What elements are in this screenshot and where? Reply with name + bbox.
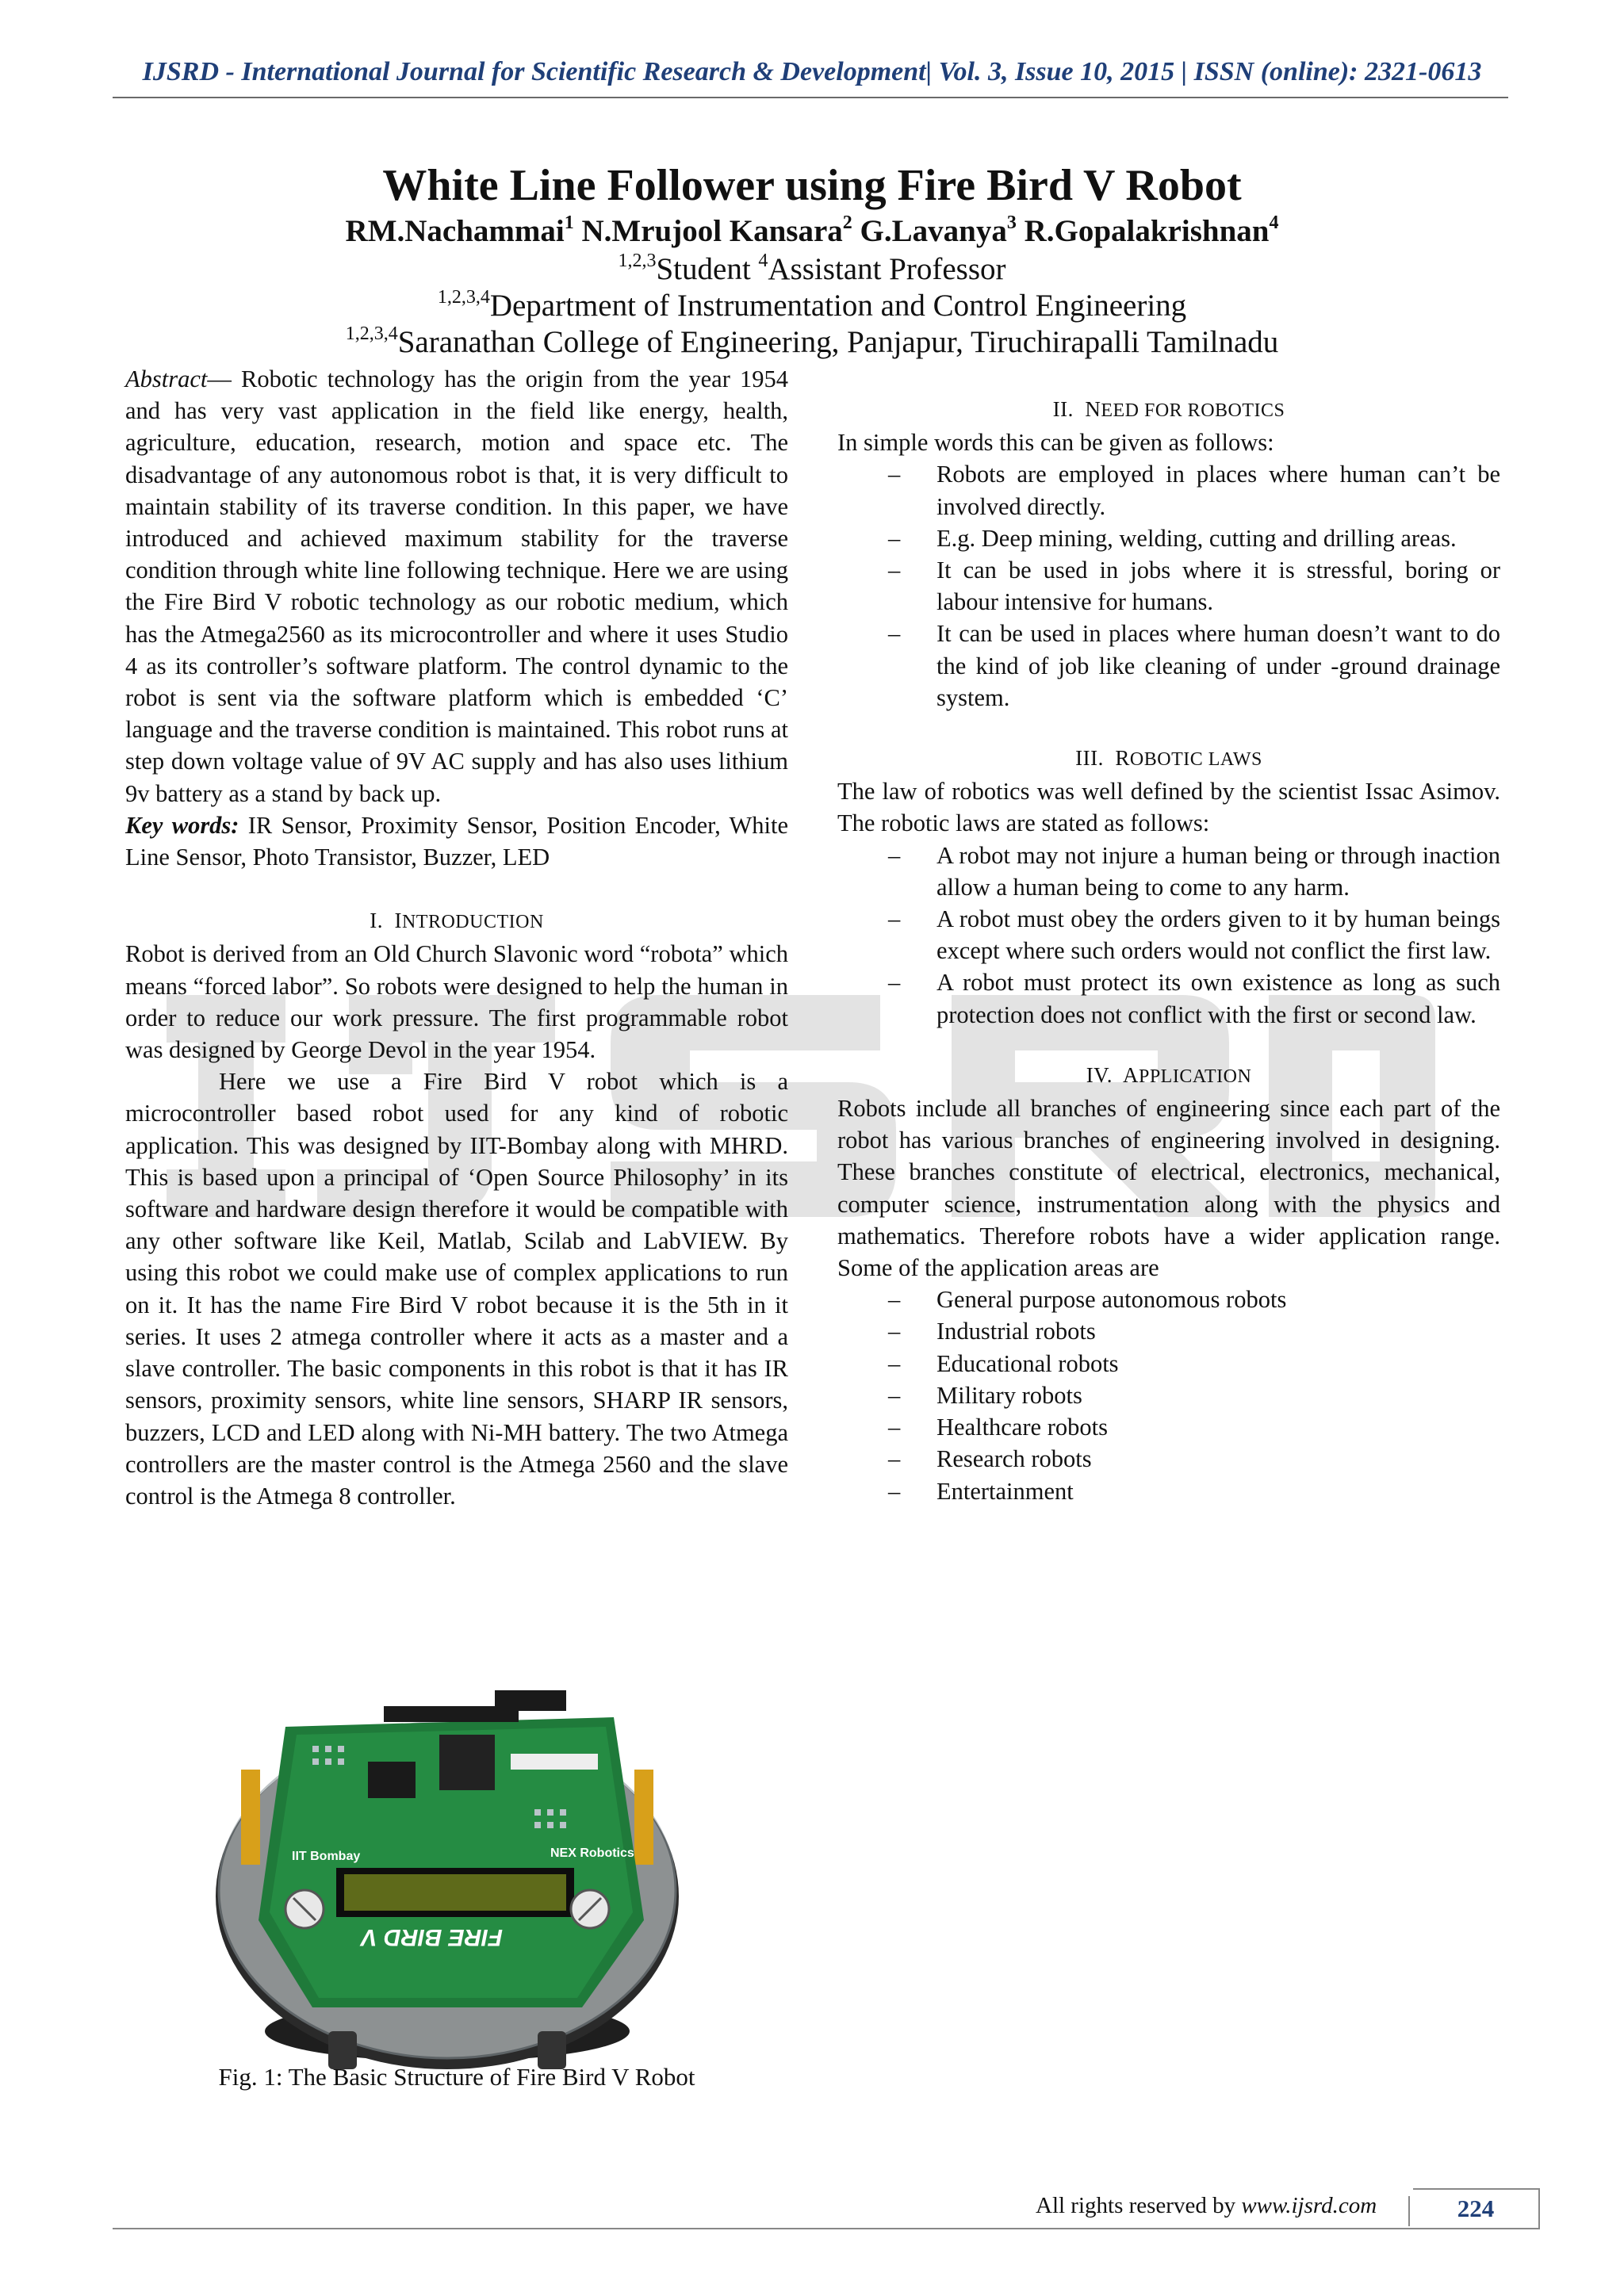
author-sup: 2 xyxy=(842,212,852,233)
author-roles xyxy=(0,251,1624,289)
list-item-text: A robot may not injure a human being or through inaction allow a human being to come to any harm. xyxy=(936,841,1500,901)
dash-bullet: – xyxy=(888,1349,901,1377)
dash-bullet: – xyxy=(888,461,901,488)
list-item-text: E.g. Deep mining, welding, cutting and drilling areas. xyxy=(936,524,1457,552)
list-item-text: Research robots xyxy=(936,1445,1092,1473)
board-label-right: NEX Robotics xyxy=(550,1846,634,1860)
fire-bird-robot-figure xyxy=(209,1659,682,2071)
list-item xyxy=(837,840,1500,903)
dash-bullet: – xyxy=(888,1381,901,1409)
list-item xyxy=(837,1475,1500,1507)
abstract-label: Abstract xyxy=(125,365,208,392)
dash-bullet: – xyxy=(888,841,901,869)
keywords-text: IR Sensor, Proximity Sensor, Position Encoder, White Line Sensor, Photo Transistor, Buzzer, LED xyxy=(125,811,788,871)
left-column xyxy=(125,363,788,1512)
intro-paragraph-1: Robot is derived from an Old Church Slavonic word “robota” which means “forced labor”. So robots were designed to help the human in order to reduce our work pressure. The first programmable robot was designed by George Devol in the year 1954. xyxy=(125,940,788,1064)
section-number: III. xyxy=(1075,746,1104,771)
header-rule xyxy=(113,97,1508,98)
footer-rule xyxy=(113,2228,1540,2229)
section-initial: A xyxy=(1122,1062,1139,1087)
list-item-text: Healthcare robots xyxy=(936,1414,1108,1441)
section-initial: R xyxy=(1115,746,1130,771)
department-sup: 1,2,3,4 xyxy=(437,287,490,308)
dash-bullet: – xyxy=(888,1477,901,1505)
list-item-text: Educational robots xyxy=(936,1349,1119,1377)
list-item xyxy=(837,458,1500,522)
keywords-label: Key words: xyxy=(125,811,239,839)
section-initial: I xyxy=(394,909,402,933)
list-item xyxy=(837,522,1500,554)
application-intro: Robots include all branches of engineering since each part of the robot has various branches of engineering involved in designing. These branches constitute of electrical, electronics, mechanical, computer science, instrumentation along with the physics and mathematics. Therefore robots have a wider application range. Some of the application areas are xyxy=(837,1095,1500,1282)
role-sup: 4 xyxy=(758,251,768,271)
board-label-left: IIT Bombay xyxy=(292,1850,361,1863)
author-name: R.Gopalakrishnan xyxy=(1024,214,1270,248)
list-item-text: Robots are employed in places where human can’t be involved directly. xyxy=(936,461,1500,520)
list-item xyxy=(837,554,1500,618)
list-item xyxy=(837,966,1500,1030)
role-assistant-professor: Assistant Professor xyxy=(768,252,1006,286)
list-item-text: Entertainment xyxy=(936,1477,1074,1505)
section-number: IV. xyxy=(1086,1062,1113,1087)
list-item-text: It can be used in jobs where it is stressful, boring or labour intensive for humans. xyxy=(936,557,1500,616)
section-rest: NTRODUCTION xyxy=(401,912,544,933)
department-name: Department of Instrumentation and Control Engineering xyxy=(489,289,1187,323)
author-sup: 4 xyxy=(1269,212,1279,233)
laws-list xyxy=(837,840,1500,1031)
page-number: 224 xyxy=(1457,2195,1495,2222)
role-student: Student xyxy=(656,252,759,286)
paper-title: White Line Follower using Fire Bird V Robot xyxy=(382,161,1242,210)
list-item xyxy=(837,1315,1500,1347)
list-item xyxy=(837,1380,1500,1411)
laws-intro: The law of robotics was well defined by the scientist Issac Asimov. The robotic laws are stated as follows: xyxy=(837,778,1500,837)
list-item-text: A robot must protect its own existence as long as such protection does not conflict with the first or second law. xyxy=(936,969,1500,1028)
author-sup: 3 xyxy=(1006,212,1017,233)
author-name: RM.Nachammai xyxy=(345,214,565,248)
dash-bullet: – xyxy=(888,1286,901,1314)
journal-header: IJSRD - International Journal for Scientific Research & Development| Vol. 3, Issue 10, 2015 | ISSN (online): 2321-0613 xyxy=(142,57,1482,86)
list-item-text: Military robots xyxy=(936,1381,1082,1409)
list-item xyxy=(837,1411,1500,1443)
dash-bullet: – xyxy=(888,524,901,552)
section-rest: OBOTIC LAWS xyxy=(1129,749,1262,771)
list-item xyxy=(837,1284,1500,1315)
author-sup: 1 xyxy=(564,212,574,233)
section-number: II. xyxy=(1052,397,1074,421)
list-item-text: It can be used in places where human doesn’t want to do the kind of job like cleaning of under -ground drainage system. xyxy=(936,620,1500,711)
need-list xyxy=(837,458,1500,714)
application-list xyxy=(837,1284,1500,1506)
dash-bullet: – xyxy=(888,557,901,584)
list-item xyxy=(837,1443,1500,1475)
footer-rights xyxy=(1036,2193,1377,2219)
list-item-text: Industrial robots xyxy=(936,1318,1096,1345)
section-heading-need-for-robotics xyxy=(837,393,1500,427)
role-sup: 1,2,3 xyxy=(618,251,657,271)
section-number: I. xyxy=(370,909,383,933)
list-item-text: General purpose autonomous robots xyxy=(936,1286,1287,1314)
section-rest: PPLICATION xyxy=(1138,1066,1252,1087)
author-name: N.Mrujool Kansara xyxy=(581,214,843,248)
footer-rights-text: All rights reserved by xyxy=(1036,2193,1242,2218)
college-sup: 1,2,3,4 xyxy=(345,323,398,344)
author-list xyxy=(0,212,1624,251)
dash-bullet: – xyxy=(888,1445,901,1473)
section-initial: N xyxy=(1085,397,1101,421)
footer-divider xyxy=(1408,2196,1410,2226)
abstract-text: Robotic technology has the origin from the year 1954 and has very vast application in the field like energy, health, agriculture, education, research, motion and space etc. The disadvantage of any autonomous robot is that, it is very difficult to maintain stability of its traverse condition. In this paper, we have introduced and achieved maximum stability for the traverse condition through white line following technique. Here we are using the Fire Bird V robotic technology as our robotic medium, which has the Atmega2560 as its microcontroller and where it uses Studio 4 as its controller’s software platform. The control dynamic to the robot is sent via the software platform which is embedded ‘C’ language and the traverse condition is maintained. This robot runs at step down voltage value of 9V AC supply and has also uses lithium 9v battery as a stand by back up. xyxy=(125,365,789,807)
list-item xyxy=(837,903,1500,966)
dash-bullet: – xyxy=(888,1318,901,1345)
author-name: G.Lavanya xyxy=(860,214,1007,248)
section-heading-robotic-laws xyxy=(837,742,1500,775)
dash-bullet: – xyxy=(888,969,901,997)
board-name-label: FIRE BIRD V xyxy=(361,1924,503,1950)
list-item-text: A robot must obey the orders given to it by human beings except where such orders would not conflict the first law. xyxy=(936,905,1500,965)
dash-bullet: – xyxy=(888,1414,901,1441)
section-heading-introduction xyxy=(125,905,788,938)
dash-bullet: – xyxy=(888,620,901,648)
dash-bullet: – xyxy=(888,905,901,933)
abstract-dash: — xyxy=(207,365,241,392)
right-column xyxy=(837,393,1500,1507)
section-rest: EED FOR ROBOTICS xyxy=(1101,400,1285,421)
college-line xyxy=(0,323,1624,362)
list-item xyxy=(837,1348,1500,1380)
intro-paragraph-2: Here we use a Fire Bird V robot which is a microcontroller based robot used for any kind of robotic application. This was designed by IIT-Bombay along with MHRD. This is based upon a principal of ‘Open Source Philosophy’ in its software and hardware design therefore it would be compatible with any other software like Keil, Matlab, Scilab and LabVIEW. By using this robot we could make use of complex applications to run on it. It has the name Fire Bird V robot because it is the 5th in it series. It uses 2 atmega controller where it acts as a master and a slave controller. The basic components in this robot is that it has IR sensors, proximity sensors, white line sensors, SHARP IR sensors, buzzers, LCD and LED along with Ni-MH battery. The two Atmega controllers are the master control is the Atmega 2560 and the slave control is the Atmega 8 controller. xyxy=(125,1068,788,1510)
keywords xyxy=(125,809,788,873)
footer-site-link[interactable]: www.ijsrd.com xyxy=(1241,2193,1377,2218)
college-name: Saranathan College of Engineering, Panjapur, Tiruchirapalli Tamilnadu xyxy=(397,325,1279,359)
department-line xyxy=(0,287,1624,325)
figure-caption: Fig. 1: The Basic Structure of Fire Bird V Robot xyxy=(218,2063,695,2091)
list-item xyxy=(837,618,1500,714)
section-heading-application xyxy=(837,1059,1500,1093)
need-intro: In simple words this can be given as follows: xyxy=(837,429,1274,457)
abstract xyxy=(125,363,788,809)
